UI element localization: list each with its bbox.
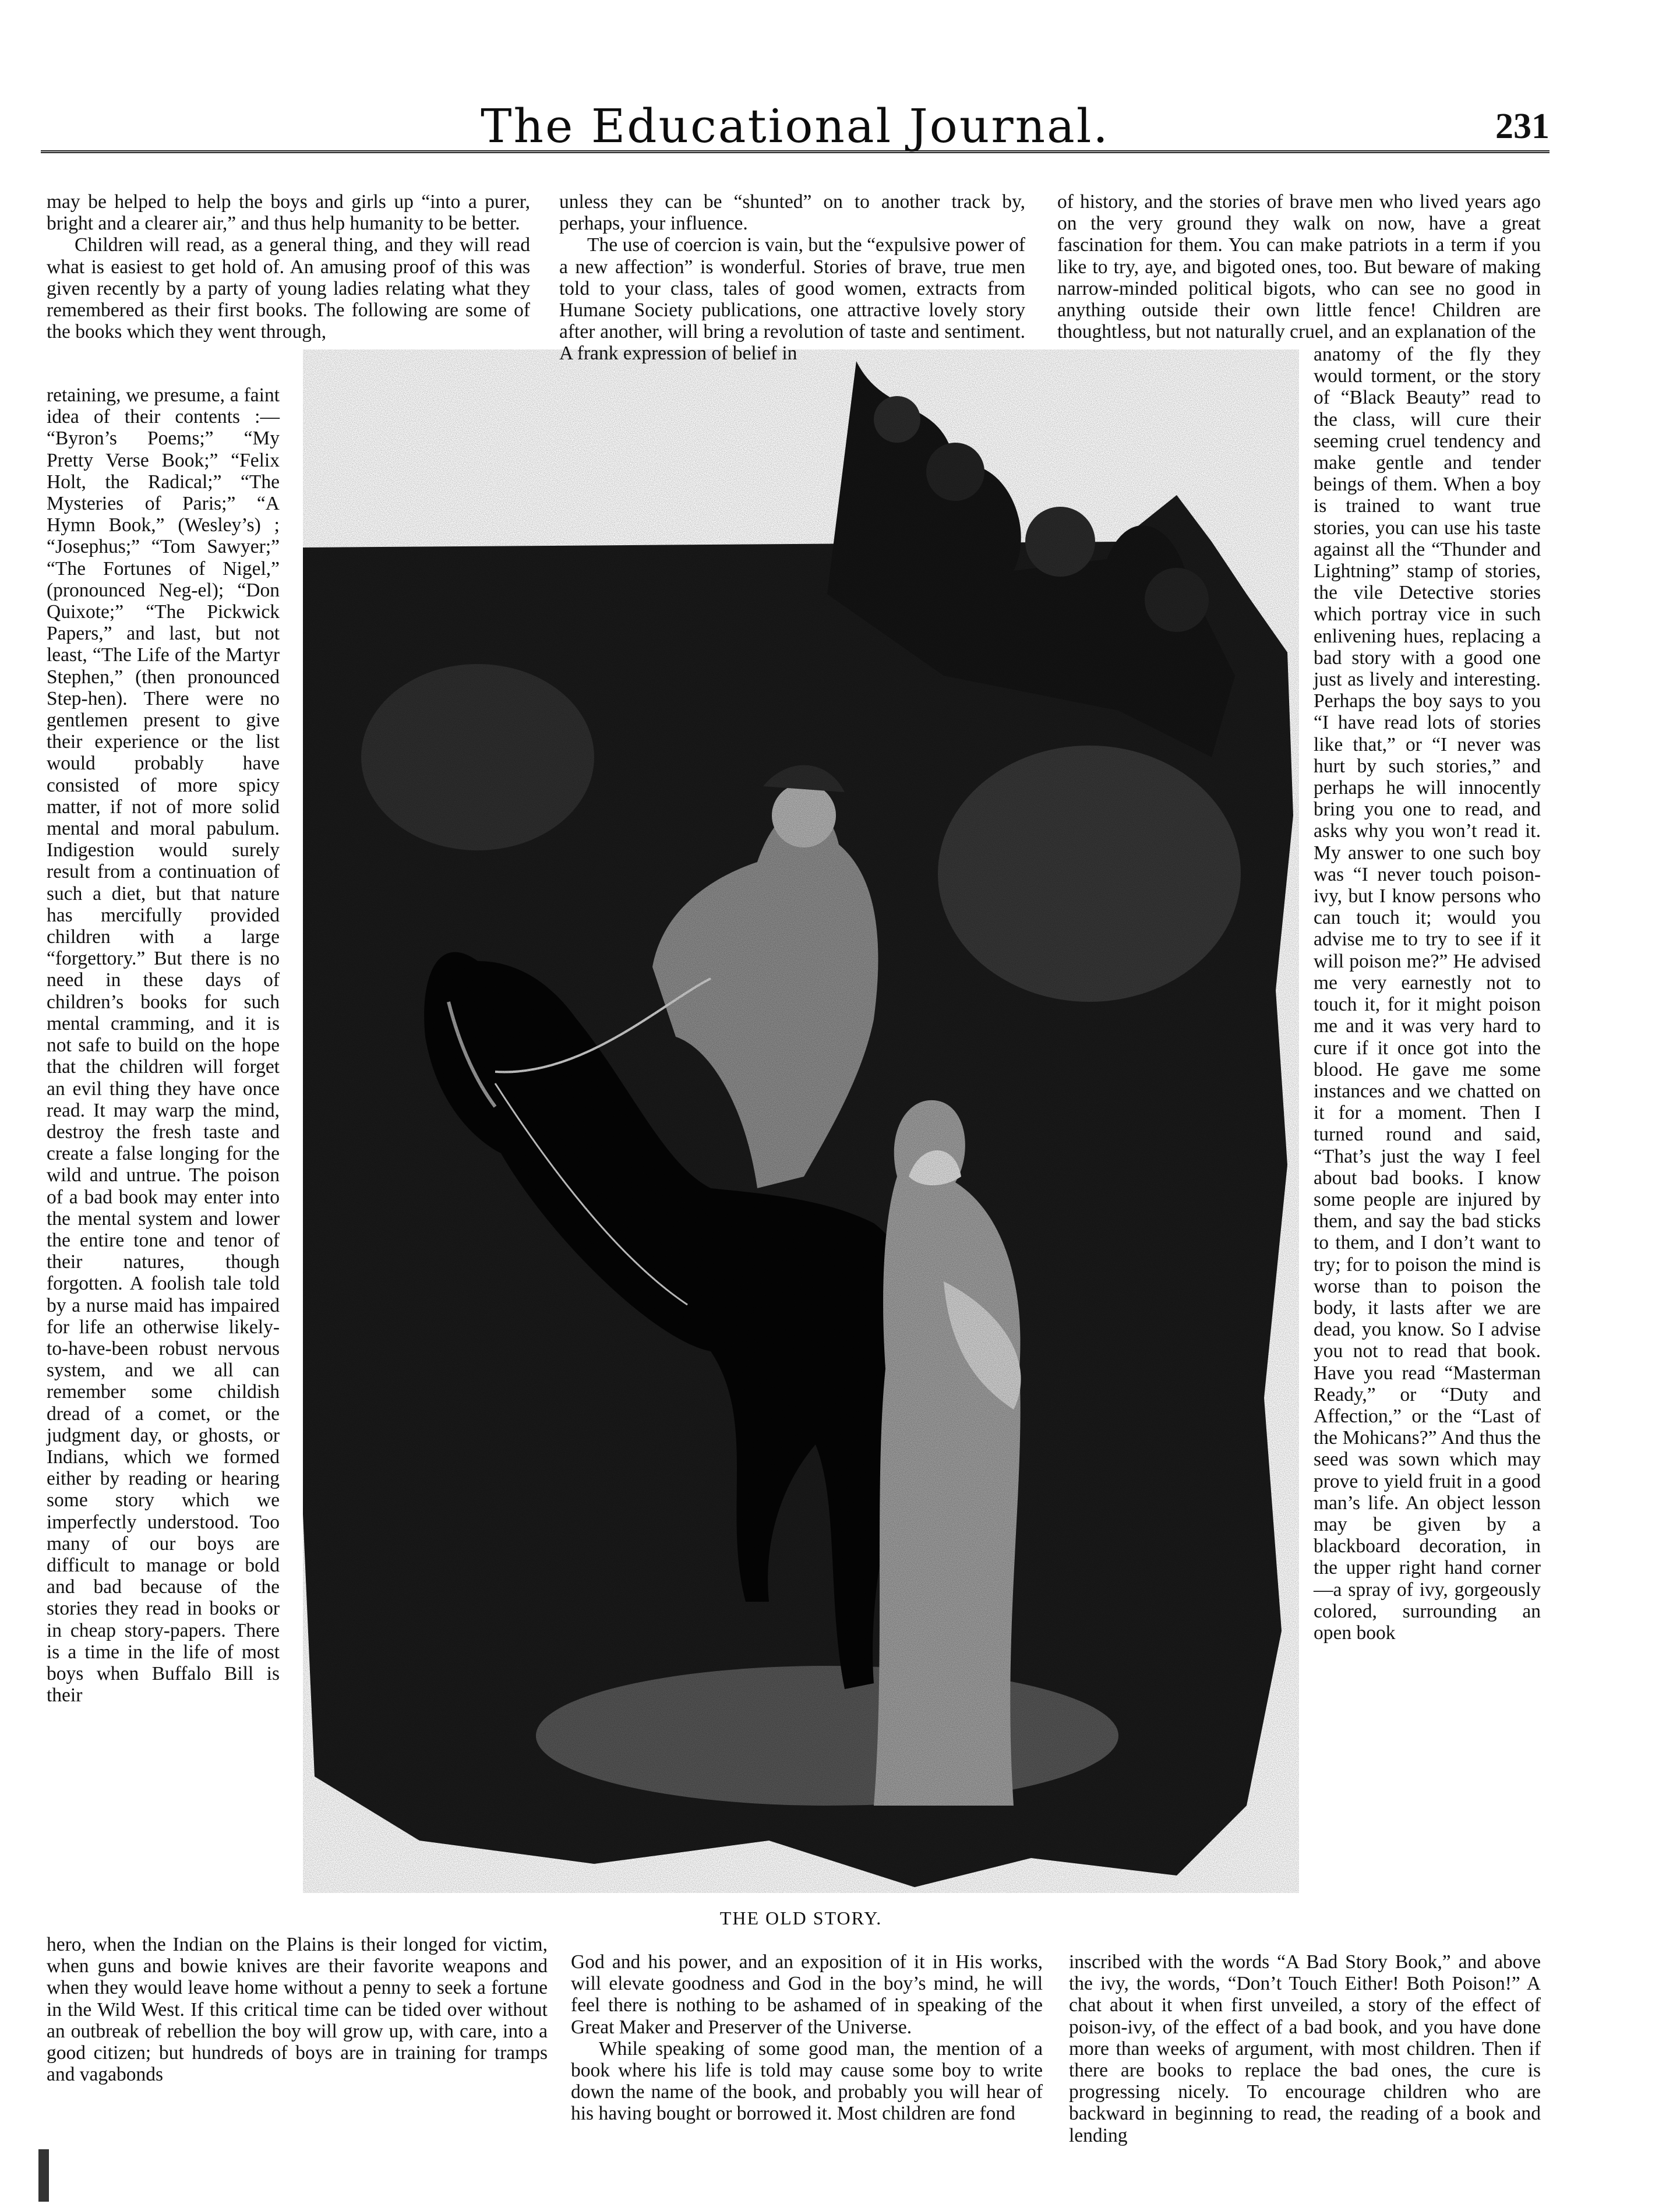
column-1-top [47, 191, 530, 342]
paragraph: inscribed with the words “A Bad Story Book,” and above the ivy, the words, “Don’t Touch Either! Both Poison!” A chat about it when first unveiled, a story of the effect of poison-ivy, of the effect of a bad book, and you have done more than weeks of argument, with most children. Then if there are books to replace the bad ones, the cure is progressing nicely. To encourage children who are backward in beginning to read, the reading of a book and lending [1069, 1951, 1541, 2146]
paragraph: The use of coercion is vain, but the “expulsive power of a new affection” is wonderful. Stories of brave, true men told to your class, tales of good women, extracts from Humane Society publications, one attractive lovely story after another, will bring a revolution of taste and sentiment. A frank expression of belief in [559, 234, 1025, 365]
column-1-bottom [47, 1934, 548, 2085]
paragraph: of history, and the stories of brave men who lived years ago on the very ground they walk on now, have a great fascination for them. You can make patriots in a term if you like to try, aye, and bigoted ones, too. But beware of making narrow-minded political bigots, who can see no good in anything outside their own little fence! Children are thoughtless, but not naturally cruel, and an explanation of the [1057, 191, 1541, 343]
column-1-narrow [47, 384, 280, 1706]
paragraph: Children will read, as a general thing, and they will read what is easiest to get hold of. An amusing proof of this was given recently by a party of young ladies relating what they remembered as their first books. The following are some of the books which they went through, [47, 234, 530, 343]
paragraph: God and his power, and an exposition of it in His works, will elevate goodness and God in the boy’s mind, he will feel there is nothing to be ashamed of in speaking of the Great Maker and Preserver of the Universe. [571, 1951, 1043, 2038]
paragraph: retaining, we presume, a faint idea of their contents :— “Byron’s Poems;” “My Pretty Verse Book;” “Felix Holt, the Radical;” “The Mysteries of Paris;” “A Hymn Book,” (Wesley’s) ; “Josephus;” “Tom Sawyer;” “The Fortunes of Nigel,” (pronounced Neg-el); “Don Quixote;” “The Pickwick Papers,” and last, but not least, “The Life of the Martyr Stephen,” (then pronounced Step-hen). There were no gentlemen present to give their experience or the list would probably have consisted of more spicy matter, if not of more solid mental and moral pabulum. Indigestion would surely result from a continuation of such a diet, but that nature has mercifully provided children with a large “forgettory.” But there is no need in these days of children’s books for such mental cramming, and it is not safe to build on the hope that the children will forget an evil thing they have once read. It may warp the mind, destroy the fresh taste and create a false longing for the wild and untrue. The poison of a bad book may enter into the mental system and lower the entire tone and tenor of their natures, though forgotten. A foolish tale told by a nurse maid has impaired for life an otherwise likely-to-have-been robust nervous system, and we all can remember some childish dread of a comet, or the judgment day, or ghosts, or Indians, which we formed either by reading or hearing some story which we imperfectly understood. Too many of our boys are difficult to manage or bold and bad because of the stories they read in books or in cheap story-papers. There is a time in the life of most boys when Buffalo Bill is their [47, 384, 280, 1707]
engraving-image [303, 349, 1299, 1893]
paragraph: hero, when the Indian on the Plains is their longed for victim, when guns and bowie knives are their favorite weapons and when they would leave home without a penny to seek a fortune in the Wild West. If this critical time can be tided over without an outbreak of rebellion the boy will grow up, with care, into a good citizen; but hundreds of boys are in training for tramps and vagabonds [47, 1934, 548, 2086]
paragraph: unless they can be “shunted” on to another track by, perhaps, your influence. [559, 191, 1025, 235]
paragraph: While speaking of some good man, the mention of a book where his life is told may cause some boy to write down the name of the book, and probably you will hear of his having bought or borrowed it. Most children are fond [571, 2037, 1043, 2125]
column-3-top [1057, 191, 1541, 342]
illustration-caption: THE OLD STORY. [719, 1908, 883, 1929]
column-3-bottom [1069, 1951, 1541, 2146]
column-2-bottom [571, 1951, 1043, 2125]
masthead [41, 99, 1550, 163]
page-number: 231 [1495, 107, 1550, 146]
header-rule [41, 150, 1550, 153]
column-2-top [559, 191, 1025, 365]
illustration-the-old-story [303, 349, 1299, 1893]
journal-title: The Educational Journal. [481, 99, 1110, 153]
paragraph: anatomy of the fly they would torment, or the story of “Black Beauty” read to the class, will cure their seeming cruel tendency and make gentle and tender beings of them. When a boy is trained to want true stories, you can use his taste against all the “Thunder and Lightning” stamp of stories, the vile Detective stories which portray vice in such enlivening hues, replacing a bad story with a good one just as lively and interesting. Perhaps the boy says to you “I have read lots of stories like that,” or “I never was hurt by such stories,” and perhaps he will innocently bring you one to read, and asks why you won’t read it. My answer to one such boy was “I never touch poison-ivy, but I know persons who can touch it; would you advise me to try to see if it will poison me?” He advised me very earnestly not to touch it, for it might poison me and it was very hard to cure if it once got into the blood. He gave me some instances and we chatted on it for a moment. Then I turned round and said, “That’s just the way I feel about bad books. I know some people are injured by them, and say the bad sticks to them, and I don’t want to try; for to poison the mind is worse than to poison the body, it lasts after we are dead, you know. So I advise you not to read that book. Have you read “Masterman Ready,” or “Duty and Affection,” or the “Last of the Mohicans?” And thus the seed was sown which may prove to yield fruit in a good man’s life. An object lesson may be given by a blackboard decoration, in the upper right hand corner—a spray of ivy, gorgeously colored, surrounding an open book [1314, 344, 1541, 1644]
column-3-narrow [1314, 344, 1541, 1644]
paragraph: may be helped to help the boys and girls up “into a purer, bright and a clearer air,” and thus help humanity to be better. [47, 191, 530, 235]
scan-mark [38, 2149, 49, 2202]
